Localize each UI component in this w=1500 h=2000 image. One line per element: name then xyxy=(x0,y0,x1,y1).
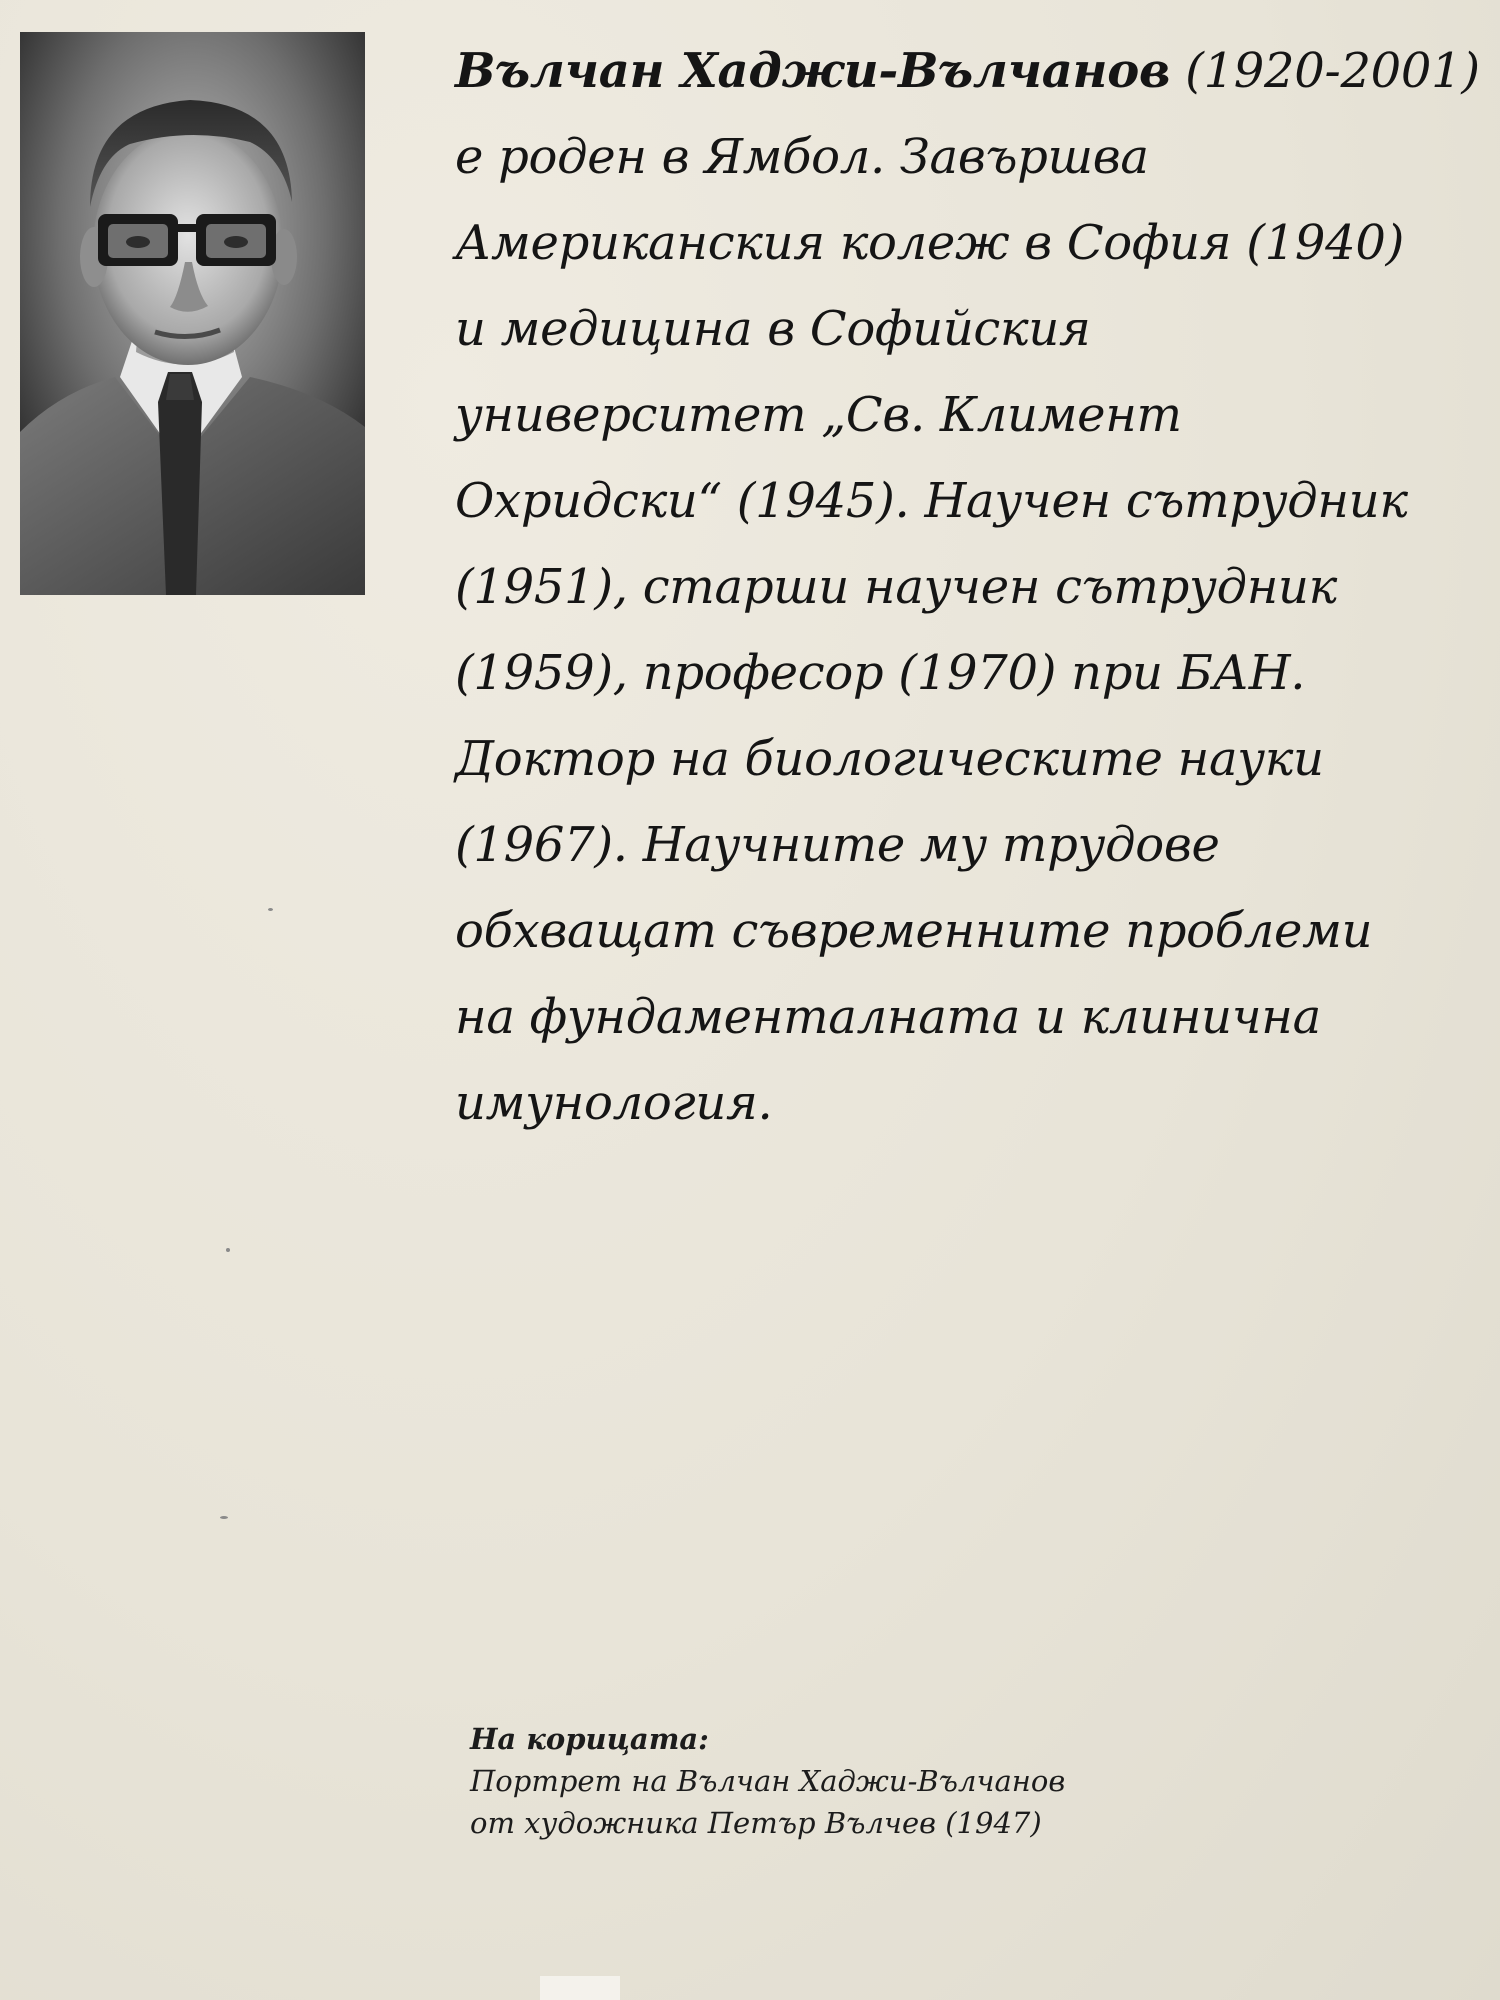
bio-line: Охридски“ (1945). Научен сътрудник xyxy=(455,473,1408,529)
bio-line: университет „Св. Климент xyxy=(455,387,1182,443)
cover-caption xyxy=(470,1718,1370,1844)
bio-line: Доктор на биологическите науки xyxy=(455,731,1324,787)
paper-speck xyxy=(268,908,273,911)
bio-line: е роден в Ямбол. Завършва xyxy=(455,129,1149,185)
bio-line: и медицина в Софийския xyxy=(455,301,1091,357)
author-years: (1920-2001) xyxy=(1170,43,1480,99)
paper-speck xyxy=(220,1516,228,1519)
bio-line: (1967). Научните му трудове xyxy=(455,817,1220,873)
author-biography xyxy=(455,28,1480,1146)
caption-heading: На корицата: xyxy=(470,1722,709,1756)
portrait-image xyxy=(20,32,365,595)
bio-line: на фундаменталната и клинична xyxy=(455,989,1321,1045)
author-name: Вълчан Хаджи-Вълчанов xyxy=(455,43,1171,99)
author-portrait-photo xyxy=(20,32,365,595)
caption-line: Портрет на Вълчан Хаджи-Вълчанов xyxy=(470,1764,1066,1798)
bio-line: (1951), старши научен сътрудник xyxy=(455,559,1338,615)
bio-line: Американския колеж в София (1940) xyxy=(455,215,1404,271)
bio-line xyxy=(455,28,1480,114)
paper-speck xyxy=(226,1248,230,1252)
bio-line: имунология. xyxy=(455,1075,773,1131)
caption-line: от художника Петър Вълчев (1947) xyxy=(470,1806,1042,1840)
bio-line: обхващат съвременните проблеми xyxy=(455,903,1373,959)
page-edge-mark xyxy=(540,1976,620,2000)
bio-line: (1959), професор (1970) при БАН. xyxy=(455,645,1306,701)
